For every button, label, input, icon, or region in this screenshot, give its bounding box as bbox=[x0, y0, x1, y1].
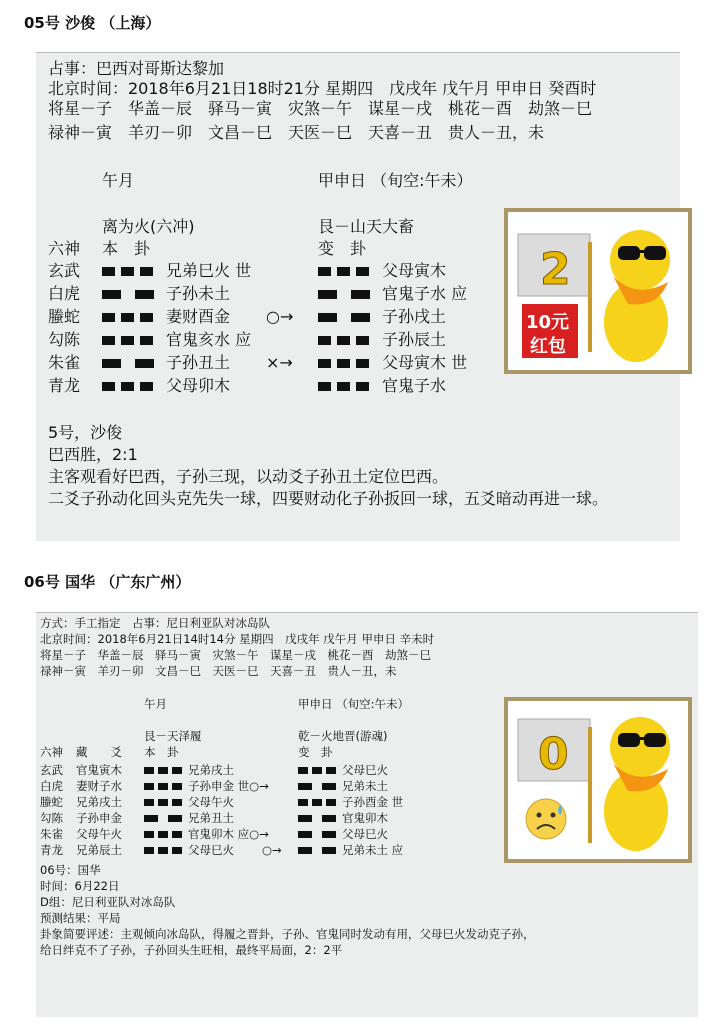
note-line: 06号：国华 bbox=[40, 863, 101, 877]
moving-mark: ×→ bbox=[266, 353, 293, 372]
main-line-label: 父母卯木 bbox=[166, 376, 231, 395]
month-label: 午月 bbox=[144, 697, 167, 711]
shensha-line: 禄神－寅 羊刃－卯 文昌－巳 天医－巳 天喜－丑 贵人－丑，未 bbox=[48, 123, 545, 142]
yang-line bbox=[318, 336, 370, 345]
main-line-label: 兄弟丑土 bbox=[188, 811, 234, 825]
changed-line-label: 子孙戌土 bbox=[382, 307, 447, 326]
moving-mark: ○→ bbox=[262, 843, 282, 857]
column-header: 本 卦 bbox=[144, 745, 179, 759]
method-line: 方式：手工指定 占事：尼日利亚队对冰岛队 bbox=[40, 616, 270, 630]
section-title: 06号 国华 （广东广州） bbox=[24, 573, 191, 591]
yang-line bbox=[144, 831, 182, 838]
main-line-label: 父母巳火 bbox=[188, 843, 234, 857]
yang-line bbox=[144, 847, 182, 854]
yang-line bbox=[102, 336, 154, 345]
changed-line-label: 父母寅木 世 bbox=[382, 353, 468, 372]
yin-line bbox=[318, 313, 370, 322]
main-line-label: 妻财酉金 bbox=[166, 307, 231, 326]
six-god-label: 白虎 bbox=[40, 779, 63, 793]
changed-line-label: 子孙辰土 bbox=[382, 330, 447, 349]
note-line: D组：尼日利亚队对冰岛队 bbox=[40, 895, 176, 909]
main-line-label: 父母午火 bbox=[188, 795, 234, 809]
six-god-label: 青龙 bbox=[48, 376, 81, 395]
comment-line: 巴西胜，2:1 bbox=[48, 445, 138, 464]
section-title: 05号 沙俊 （上海） bbox=[24, 14, 161, 32]
main-hexagram-name: 离为火(六冲) bbox=[102, 217, 195, 236]
six-god-label: 朱雀 bbox=[40, 827, 63, 841]
six-god-label: 勾陈 bbox=[48, 330, 81, 349]
six-god-label: 白虎 bbox=[48, 284, 81, 303]
six-god-label: 朱雀 bbox=[48, 353, 81, 372]
yin-line bbox=[102, 290, 154, 299]
main-line-label: 官鬼亥水 应 bbox=[166, 330, 252, 349]
yang-line bbox=[144, 783, 182, 790]
hidden-line-label: 父母午火 bbox=[76, 827, 122, 841]
six-god-label: 螣蛇 bbox=[48, 307, 81, 326]
changed-line-label: 父母寅木 bbox=[382, 261, 447, 280]
note-line: 给日绊克不了子孙，子孙回头生旺相，最终平局面，2：2平 bbox=[40, 943, 343, 957]
yin-line bbox=[298, 831, 336, 838]
column-header: 藏 爻 bbox=[76, 745, 122, 759]
comment-line: 二爻子孙动化回头克先失一球，四要财动化子孙扳回一球，五爻暗动再进一球。 bbox=[48, 489, 609, 508]
subject-line: 占事：巴西对哥斯达黎加 bbox=[48, 59, 225, 78]
sign-text: 红包 bbox=[530, 336, 566, 357]
six-god-label: 玄武 bbox=[48, 261, 81, 280]
yin-line bbox=[144, 815, 182, 822]
time-line: 北京时间：2018年6月21日18时21分 星期四 戊戌年 戊午月 甲申日 癸酉时 bbox=[48, 79, 597, 98]
changed-line-label: 父母巳火 bbox=[342, 763, 388, 777]
day-label: 甲申日 （旬空:午未） bbox=[318, 171, 473, 190]
main-hexagram-name: 艮－天泽履 bbox=[144, 729, 202, 743]
month-label: 午月 bbox=[102, 171, 135, 190]
six-god-label: 青龙 bbox=[40, 843, 63, 857]
shensha-line: 将星－子 华盖－辰 驿马－寅 灾煞－午 谋星－戌 桃花－酉 劫煞－巳 bbox=[48, 99, 593, 118]
yin-line bbox=[298, 815, 336, 822]
sign-number: 0 bbox=[538, 729, 569, 780]
hidden-line-label: 子孙申金 bbox=[76, 811, 122, 825]
changed-line-label: 官鬼子水 bbox=[382, 376, 447, 395]
hidden-line-label: 兄弟戌土 bbox=[76, 795, 122, 809]
duck-image bbox=[504, 208, 692, 374]
comment-line: 5号，沙俊 bbox=[48, 423, 123, 442]
yang-line bbox=[144, 767, 182, 774]
yang-line bbox=[318, 359, 370, 368]
yang-line bbox=[102, 382, 154, 391]
main-line-label: 子孙申金 世○→ bbox=[188, 779, 269, 793]
column-header: 六神 bbox=[40, 745, 63, 759]
yang-line bbox=[102, 267, 154, 276]
changed-line-label: 父母巳火 bbox=[342, 827, 388, 841]
yang-line bbox=[102, 313, 154, 322]
main-line-label: 子孙丑土 bbox=[166, 353, 231, 372]
yang-line bbox=[298, 767, 336, 774]
note-line: 时间：6月22日 bbox=[40, 879, 120, 893]
changed-line-label: 兄弟未土 bbox=[342, 779, 388, 793]
changed-line-label: 官鬼子水 应 bbox=[382, 284, 468, 303]
main-line-label: 兄弟戌土 bbox=[188, 763, 234, 777]
column-header: 变 卦 bbox=[318, 239, 367, 258]
note-line: 卦象简要评述：主观倾向冰岛队，得履之晋卦，子孙、官鬼同时发动有用，父母巳火发动克子孙， bbox=[40, 927, 535, 941]
hidden-line-label: 兄弟辰土 bbox=[76, 843, 122, 857]
sign-number: 2 bbox=[540, 244, 571, 295]
yang-line bbox=[318, 382, 370, 391]
yang-line bbox=[144, 799, 182, 806]
sign-text: 10元 bbox=[526, 312, 570, 333]
day-label: 甲申日 （旬空:午未） bbox=[298, 697, 410, 711]
duck-image bbox=[504, 697, 692, 863]
hidden-line-label: 妻财子水 bbox=[76, 779, 122, 793]
column-header: 六神 bbox=[48, 239, 81, 258]
changed-hexagram-name: 乾－火地晋(游魂) bbox=[298, 729, 388, 743]
column-header: 变 卦 bbox=[298, 745, 333, 759]
yin-line bbox=[298, 783, 336, 790]
hidden-line-label: 官鬼寅木 bbox=[76, 763, 122, 777]
main-line-label: 兄弟巳火 世 bbox=[166, 261, 252, 280]
changed-line-label: 官鬼卯木 bbox=[342, 811, 388, 825]
note-line: 预测结果：平局 bbox=[40, 911, 121, 925]
column-header: 本 卦 bbox=[102, 239, 151, 258]
main-line-label: 子孙未土 bbox=[166, 284, 231, 303]
yin-line bbox=[298, 847, 336, 854]
shensha-line: 将星－子 华盖－辰 驿马－寅 灾煞－午 谋星－戌 桃花－酉 劫煞－巳 bbox=[40, 648, 431, 662]
yang-line bbox=[318, 267, 370, 276]
shensha-line: 禄神－寅 羊刃－卯 文昌－巳 天医－巳 天喜－丑 贵人－丑，未 bbox=[40, 664, 397, 678]
yin-line bbox=[102, 359, 154, 368]
changed-line-label: 子孙酉金 世 bbox=[342, 795, 404, 809]
comment-line: 主客观看好巴西，子孙三现，以动爻子孙丑土定位巴西。 bbox=[48, 467, 449, 486]
six-god-label: 螣蛇 bbox=[40, 795, 63, 809]
changed-hexagram-name: 艮－山天大畜 bbox=[318, 217, 415, 236]
yin-line bbox=[318, 290, 370, 299]
changed-line-label: 兄弟未土 应 bbox=[342, 843, 404, 857]
moving-mark: ○→ bbox=[266, 307, 294, 326]
main-line-label: 官鬼卯木 应○→ bbox=[188, 827, 269, 841]
six-god-label: 玄武 bbox=[40, 763, 63, 777]
six-god-label: 勾陈 bbox=[40, 811, 63, 825]
time-line: 北京时间：2018年6月21日14时14分 星期四 戊戌年 戊午月 甲申日 辛未时 bbox=[40, 632, 435, 646]
yang-line bbox=[298, 799, 336, 806]
